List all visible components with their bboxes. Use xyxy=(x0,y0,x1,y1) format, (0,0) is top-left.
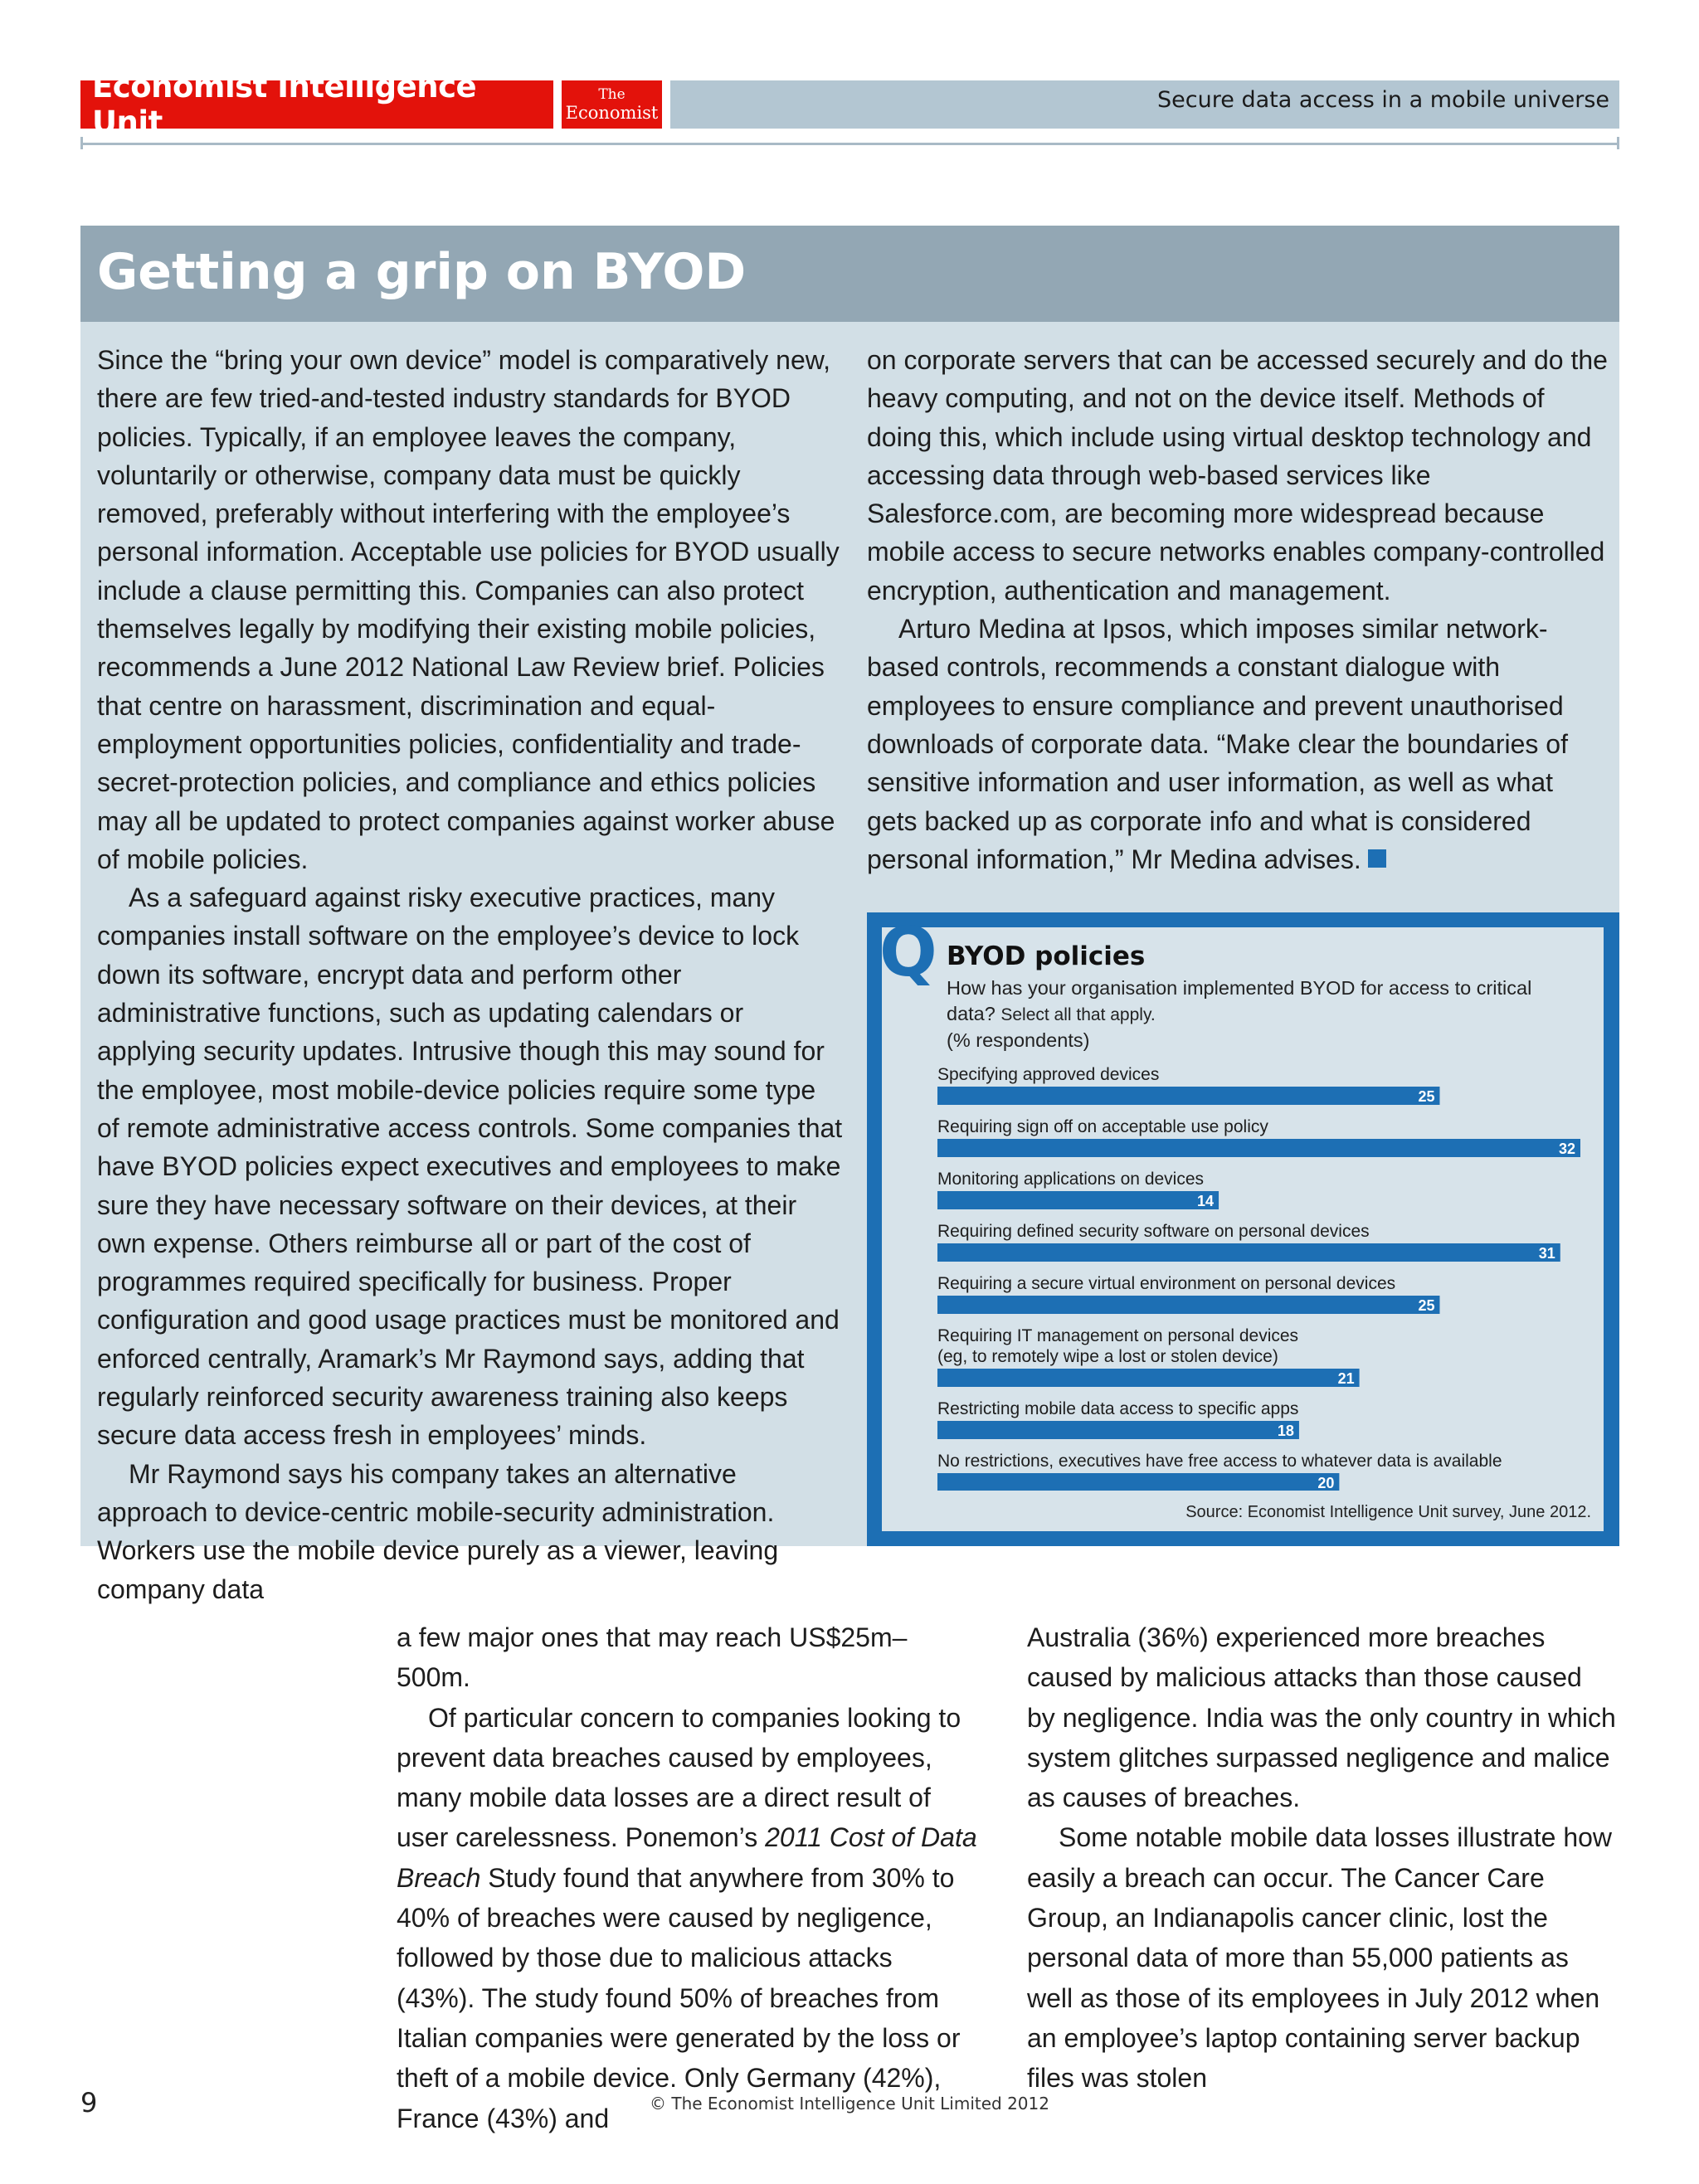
bar-category-label: Specifying approved devices xyxy=(937,1065,1160,1084)
logo-line2: Economist xyxy=(565,103,659,123)
report-title: Secure data access in a mobile universe xyxy=(670,80,1619,129)
chart-question-note: Select all that apply. xyxy=(1000,1005,1156,1024)
article-column-1 xyxy=(397,1617,977,2138)
box-paragraph-last xyxy=(867,610,1609,878)
economist-logo xyxy=(562,80,662,129)
bar xyxy=(937,1139,1580,1157)
bar-category-label: Monitoring applications on devices xyxy=(937,1170,1205,1189)
bar-value-label: 25 xyxy=(1418,1088,1435,1105)
bar-group xyxy=(937,1452,1502,1491)
bar-group xyxy=(937,1326,1360,1387)
box-column-1 xyxy=(97,341,844,1608)
question-mark-icon: Q xyxy=(879,913,937,992)
article-paragraph: a few major ones that may reach US$25m–500m. xyxy=(397,1622,908,1693)
brand-name: Economist Intelligence Unit xyxy=(80,80,553,129)
article-paragraph xyxy=(397,1698,977,2138)
bar-category-label: Requiring defined security software on personal devices xyxy=(937,1222,1370,1241)
chart-question: How has your organisation implemented BYOD for access to critical data? xyxy=(947,977,1532,1024)
logo-line1: The xyxy=(598,86,626,103)
bar-category-label: Restricting mobile data access to specific apps xyxy=(937,1399,1299,1418)
chart-title: BYOD policies xyxy=(947,941,1146,971)
bar-group xyxy=(937,1117,1580,1157)
bar-group xyxy=(937,1274,1439,1314)
bar-value-label: 18 xyxy=(1277,1423,1294,1439)
bar-group xyxy=(937,1222,1560,1262)
chart-source: Source: Economist Intelligence Unit survey, June 2012. xyxy=(1185,1503,1591,1521)
bar-category-label: No restrictions, executives have free access to whatever data is available xyxy=(937,1452,1502,1471)
bar xyxy=(937,1473,1339,1491)
copyright: © The Economist Intelligence Unit Limited 2012 xyxy=(650,2094,1049,2113)
box-column-2 xyxy=(867,341,1609,878)
bar-group xyxy=(937,1170,1219,1209)
box-paragraph: As a safeguard against risky executive practices, many companies install software on the employee’s device to lock down its software, encrypt data and perform other administrative functions, such as updating calendars or applying security updates. Intrusive though this may sound for the employee, most mobile-device policies require some type of remote administrative access controls. Some companies that have BYOD policies expect executives and employees to make sure they have necessary software on their devices, at their own expense. Others reimburse all or part of the cost of programmes required specifically for business. Proper configuration and good usage practices must be monitored and enforced centrally, Aramark’s Mr Raymond says, adding that regularly reinforced security awareness training also keeps secure data access fresh in employees’ minds. xyxy=(97,883,843,1451)
box-paragraph: Since the “bring your own device” model is comparatively new, there are few tried-and-tested industry standards for BYOD policies. Typically, if an employee leaves the company, voluntarily or otherwise, company data must be quickly removed, preferably without interfering with the employee’s personal information. Acceptable use policies for BYOD usually include a clause permitting this. Companies can also protect themselves legally by modifying their existing mobile policies, recommends a June 2012 National Law Review brief. Policies that centre on harassment, discrimination and equal-employment opportunities policies, confidentiality and trade-secret-protection policies, and compliance and ethics policies may all be updated to protect companies against worker abuse of mobile policies. xyxy=(97,345,840,874)
bar-value-label: 20 xyxy=(1317,1475,1335,1491)
article-text: Of particular concern to companies looking to prevent data breaches caused by employees, many mobile data losses are a direct result of user carelessness. Ponemon’s xyxy=(397,1702,961,1853)
page-number: 9 xyxy=(80,2087,98,2118)
bar-category-label: Requiring IT management on personal devices xyxy=(937,1326,1299,1345)
article-column-2 xyxy=(1027,1617,1616,2099)
box-paragraph-text: Arturo Medina at Ipsos, which imposes similar network-based controls, recommends a constant dialogue with employees to ensure compliance and prevent unauthorised downloads of corporate data. “Make clear the boundaries of sensitive information and user information, as well as what gets backed up as corporate info and what is considered personal information,” Mr Medina advises. xyxy=(867,614,1568,874)
chart-subtitle xyxy=(947,975,1544,1053)
bar xyxy=(937,1369,1360,1387)
bar-category-label: Requiring a secure virtual environment on personal devices xyxy=(937,1274,1396,1293)
article-paragraph: Some notable mobile data losses illustrate how easily a breach can occur. The Cancer Care Group, an Indianapolis cancer clinic, lost the personal data of more than 55,000 patients as well as those of its employees in July 2012 when an employee’s laptop containing server backup files was stolen xyxy=(1027,1822,1613,2094)
bar-value-label: 21 xyxy=(1337,1370,1355,1387)
box-paragraph: on corporate servers that can be accessed securely and do the heavy computing, and not on the device itself. Methods of doing this, which include using virtual desktop technology and accessing data through web-based services like Salesforce.com, are becoming more widespread because mobile access to secure networks enables company-controlled encryption, authentication and management. xyxy=(867,345,1608,606)
bar xyxy=(937,1421,1299,1439)
bar-group xyxy=(937,1399,1299,1439)
bar-value-label: 32 xyxy=(1558,1141,1575,1157)
bar xyxy=(937,1191,1219,1209)
bar-value-label: 25 xyxy=(1418,1297,1435,1314)
bar-chart xyxy=(937,1063,1593,1491)
header-rule xyxy=(80,143,1619,145)
bar xyxy=(937,1243,1560,1262)
chart-units: (% respondents) xyxy=(947,1029,1090,1051)
article-study-title: 2011 Cost of Data Breach xyxy=(397,1822,977,1893)
bar-value-label: 14 xyxy=(1197,1193,1215,1209)
box-title: Getting a grip on BYOD xyxy=(80,226,1619,322)
box-paragraph: Mr Raymond says his company takes an alternative approach to device-centric mobile-security administration. Workers use the mobile device purely as a viewer, leaving company data xyxy=(97,1458,779,1604)
end-mark-icon xyxy=(1368,849,1386,868)
article-text: Study found that anywhere from 30% to 40% of breaches were caused by negligence, followed by those due to malicious attacks (43%). The study found 50% of breaches from Italian companies were generated by the loss or theft of a mobile device. Only Germany (42%), France (43%) and xyxy=(397,1862,961,2133)
bar-group xyxy=(937,1065,1439,1105)
bar xyxy=(937,1087,1439,1105)
header-rule-tick-right xyxy=(1617,137,1619,149)
bar xyxy=(937,1296,1439,1314)
article-paragraph: Australia (36%) experienced more breaches caused by malicious attacks than those caused by negligence. India was the only country in which system glitches surpassed negligence and malice as causes of breaches. xyxy=(1027,1622,1616,1813)
bar-category-label: Requiring sign off on acceptable use policy xyxy=(937,1117,1268,1136)
bar-category-label: (eg, to remotely wipe a lost or stolen device) xyxy=(937,1347,1278,1366)
bar-value-label: 31 xyxy=(1538,1245,1555,1262)
